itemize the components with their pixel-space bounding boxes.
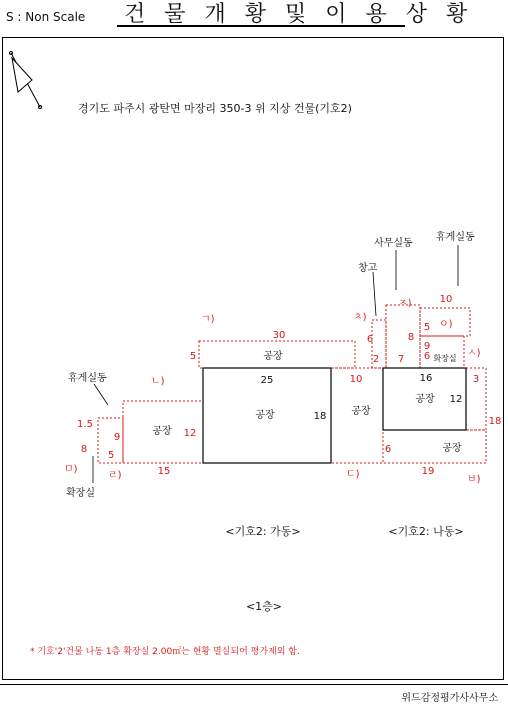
note-text: * 기호'2'건물 나동 1층 확장실 2.00㎡는 현황 멸실되어 평가제외 함. bbox=[30, 647, 300, 657]
page-title: 건 물 개 황 및 이 용 상 황 bbox=[124, 2, 474, 27]
dim-left-1-5: 1.5 bbox=[77, 419, 93, 430]
letter-m: ㅁ) bbox=[64, 464, 78, 475]
location-text: 경기도 파주시 광탄면 마장리 350-3 위 지상 건물(기호2) bbox=[78, 102, 352, 115]
dim-left-8: 8 bbox=[80, 444, 88, 455]
dim-top-30: 30 bbox=[272, 330, 286, 341]
room-factory-main: 공장 bbox=[255, 410, 275, 421]
dim-main-12: 12 bbox=[183, 428, 197, 439]
dim-main-25: 25 bbox=[260, 375, 274, 386]
dim-j-8: 8 bbox=[407, 332, 415, 343]
letter-d: ㄷ) bbox=[346, 469, 360, 480]
callout-rest-left: 휴게실동 bbox=[68, 373, 107, 384]
letter-o: ㅇ) bbox=[439, 319, 453, 330]
callout-warehouse: 창고 bbox=[358, 263, 378, 274]
room-factory-left: 공장 bbox=[152, 426, 172, 437]
room-factory-right: 공장 bbox=[415, 394, 435, 405]
dim-o-5: 5 bbox=[423, 322, 431, 333]
letter-ch: ㅊ) bbox=[353, 312, 367, 323]
dim-right-3: 3 bbox=[472, 374, 480, 385]
callout-rest-top: 휴게실동 bbox=[436, 232, 475, 243]
footer-divider bbox=[0, 684, 508, 685]
letter-r: ㄹ) bbox=[108, 470, 122, 481]
callout-expansion: 확장실 bbox=[66, 488, 95, 499]
dim-top-5: 5 bbox=[189, 351, 197, 362]
north-arrow-icon bbox=[10, 52, 42, 109]
letter-b: ㅂ) bbox=[467, 474, 481, 485]
dim-bottom-19: 19 bbox=[421, 466, 435, 477]
dim-o-10: 10 bbox=[439, 294, 453, 305]
letter-g: ㄱ) bbox=[201, 314, 215, 325]
dim-mid-10: 10 bbox=[349, 374, 363, 385]
room-small: 화장실 bbox=[433, 354, 457, 363]
letter-n: ㄴ) bbox=[151, 376, 165, 387]
dim-ch-2: 2 bbox=[372, 354, 380, 365]
scale-label: S : Non Scale bbox=[6, 10, 86, 24]
dim-bottom-15: 15 bbox=[157, 466, 171, 477]
outline-bottom-right bbox=[383, 430, 486, 463]
dim-right-12: 12 bbox=[449, 394, 463, 405]
footer-text: 위드감정평가사사무소 bbox=[401, 693, 498, 704]
dim-j-7: 7 bbox=[397, 354, 405, 365]
callout-office: 사무실동 bbox=[374, 238, 413, 249]
dim-s-9: 9 bbox=[423, 341, 431, 352]
caption-floor: <1층> bbox=[245, 600, 283, 613]
room-factory-top: 공장 bbox=[263, 351, 283, 362]
room-factory-bottom-right: 공장 bbox=[442, 443, 462, 454]
room-factory-mid: 공장 bbox=[351, 406, 371, 417]
dim-left-5: 5 bbox=[107, 450, 115, 461]
dim-right-16: 16 bbox=[419, 373, 433, 384]
dim-left-9: 9 bbox=[113, 432, 121, 443]
dim-s-6: 6 bbox=[423, 351, 431, 362]
letter-j: ㅈ) bbox=[398, 298, 412, 309]
caption-na: <기호2: 나동> bbox=[388, 525, 464, 538]
dim-mid-6: 6 bbox=[384, 444, 392, 455]
dim-ch-6: 6 bbox=[366, 334, 374, 345]
caption-ga: <기호2: 가동> bbox=[225, 525, 301, 538]
dim-main-18: 18 bbox=[313, 411, 327, 422]
letter-s: ㅅ) bbox=[467, 348, 481, 359]
dim-right-18: 18 bbox=[488, 416, 502, 427]
